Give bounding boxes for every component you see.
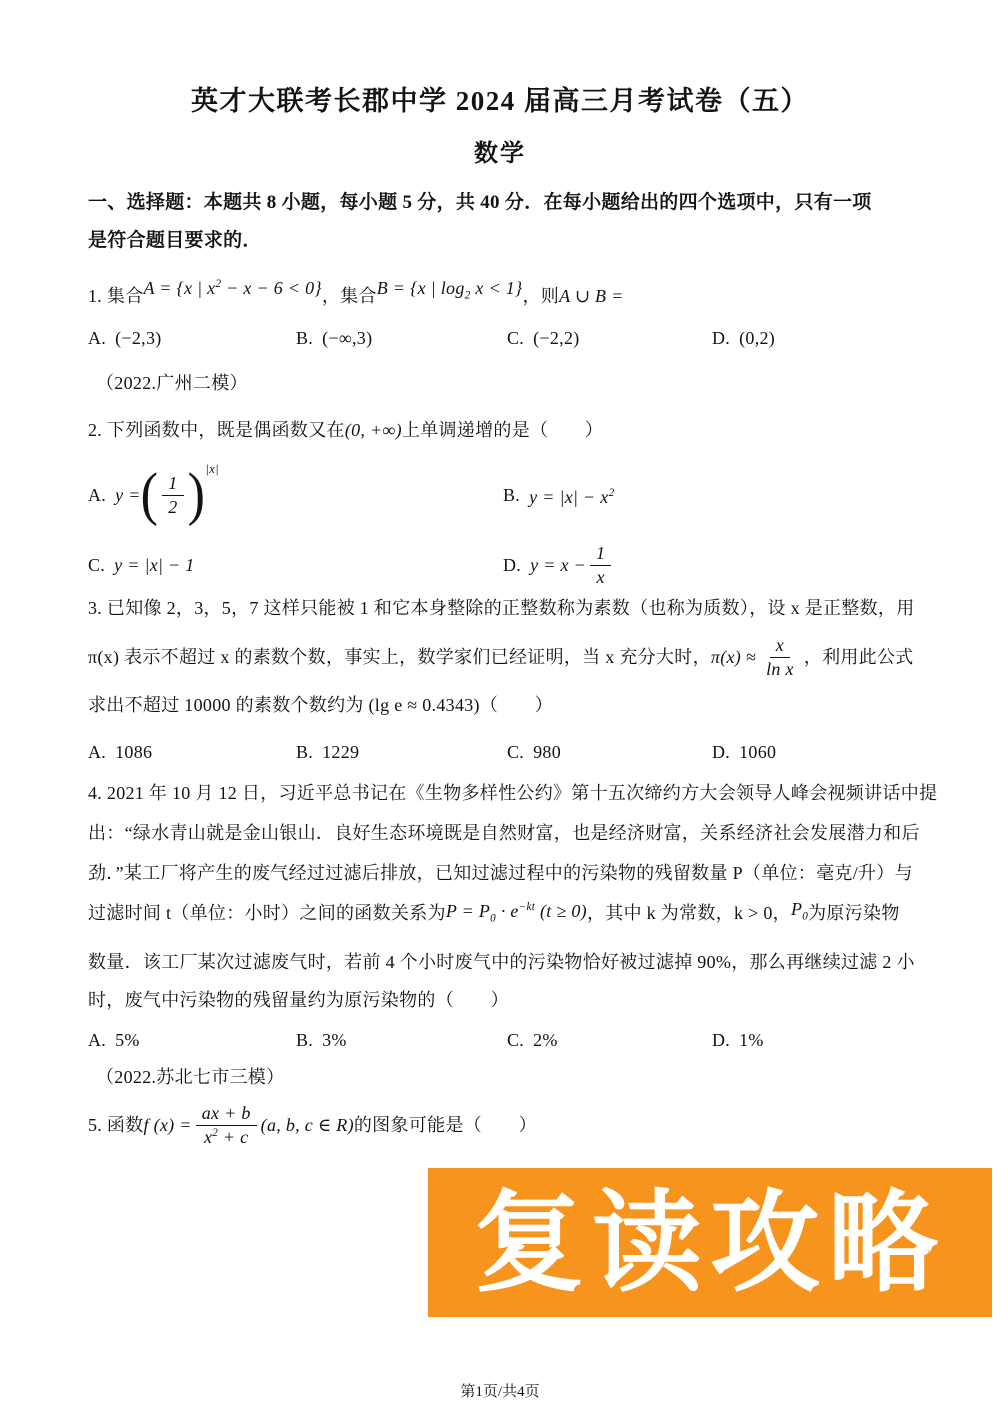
question-4-source: （2022.苏北七市三模） — [96, 1067, 285, 1087]
page-number: 第1页/共4页 — [460, 1384, 540, 1400]
set-a-formula: A = {x | $x^2 - x - 6 < 0$} — [143, 278, 322, 298]
option-c: C. 980 — [507, 742, 562, 762]
section-heading-line1: 一、选择题：本题共 8 小题，每小题 5 分，共 40 分．在每小题给出的四个选项中，只有一项 — [88, 192, 872, 213]
fraction-one-half: $\frac{1}{2}$ — [162, 473, 183, 517]
question-1-source: （2022.广州二模） — [96, 373, 248, 393]
promo-banner — [428, 1168, 992, 1317]
question-5-stem: 5. 函数 f (x) = $\frac{ax + b}{x^2 + c}$ (a, b, c ∈ R) 的图象可能是（ ） — [88, 1102, 537, 1147]
question-1-options — [88, 323, 918, 353]
question-2-stem: 2. 下列函数中，既是偶函数又在 (0, +∞) 上单调递增的是（ ） — [88, 415, 918, 445]
page-title: 英才大联考长郡中学 2024 届高三月考试卷（五） — [191, 86, 809, 116]
question-2-options-row1 — [88, 452, 918, 538]
question-4-line1: 4. 2021 年 10 月 12 日，习近平总书记在《生物多样性公约》第十五次缔约方大会领导人峰会视频讲话中提 — [88, 783, 938, 803]
question-4-line4: 过滤时间 t（单位：小时）之间的函数关系为 $P = P_0 \cdot e^{-kt}$ (t ≥ 0) ，其中 k 为常数，k > 0， $P_0$ 为原污染物 — [88, 893, 918, 933]
pi-approx-formula: π(x) ≈ — [710, 647, 757, 667]
option-a: A. y = ( $\frac{1}{2}$ ) |x| — [88, 461, 220, 528]
fx-formula: f (x) = — [143, 1115, 192, 1135]
option-d: D. y = x − $\frac{1}{x}$ — [503, 543, 918, 587]
option-c: C. y = |x| − 1 — [88, 555, 195, 576]
question-3-line3: 求出不超过 10000 的素数个数约为 (lg e ≈ 0.4343)（ ） — [88, 695, 554, 715]
option-b: B. 1229 — [296, 742, 360, 762]
option-a: A. 1086 — [88, 742, 153, 762]
set-b-formula: B = {x | $\log_2 x < 1$} — [376, 278, 523, 302]
option-a: A. 5% — [88, 1030, 140, 1050]
option-d: D. 1% — [712, 1030, 764, 1050]
question-1-stem: 1. 集合 A = {x | $x^2 - x - 6 < 0$} ，集合 B = {x | $\log_2 x < 1$} ，则 A ∪ B = — [88, 277, 918, 319]
question-3-options — [88, 737, 918, 767]
section-heading-line2: 是符合题目要求的． — [88, 230, 262, 251]
promo-banner-text: 复读攻略 — [474, 1178, 946, 1307]
question-4-line5: 数量．该工厂某次过滤废气时，若前 4 个小时废气中的污染物恰好被过滤掉 90%，那么再继续过滤 2 小 — [88, 952, 915, 972]
option-d: D. (0,2) — [712, 328, 776, 348]
option-b: B. 3% — [296, 1030, 347, 1050]
option-d: D. 1060 — [712, 742, 777, 762]
subject-title: 数学 — [474, 141, 526, 167]
union-formula: A ∪ B = — [559, 286, 624, 306]
question-3-line2: π(x) 表示不超过 x 的素数个数，事实上，数学家们已经证明，当 x 充分大时， π(x) ≈ $\frac{x}{\text{ln x}}$ ，利用此公式 — [88, 634, 914, 679]
option-a: A. (−2,3) — [88, 328, 162, 348]
option-c: C. 2% — [507, 1030, 558, 1050]
option-c: C. (−2,2) — [507, 328, 580, 348]
fraction-rational-function: $\frac{ax + b}{x^2 + c}$ — [196, 1103, 257, 1147]
domain-note: (a, b, c ∈ R) — [260, 1115, 354, 1135]
question-3-line1: 3. 已知像 2，3，5，7 这样只能被 1 和它本身整除的正整数称为素数（也称为质数），设 x 是正整数，用 — [88, 598, 915, 618]
question-4-line3: 劲．”某工厂将产生的废气经过过滤后排放，已知过滤过程中的污染物的残留数量 P（单位：毫克/升）与 — [88, 863, 913, 883]
interval-formula: (0, +∞) — [344, 420, 402, 440]
question-4-line6: 时，废气中污染物的残留量约为原污染物的（ ） — [88, 990, 509, 1010]
decay-formula: $P = P_0 \cdot e^{-kt}$ (t ≥ 0) — [445, 901, 587, 925]
fraction-one-over-x: $\frac{1}{x}$ — [590, 543, 611, 587]
question-4-line2: 出：“绿水青山就是金山银山．良好生态环境既是自然财富，也是经济财富，关系经济社会发展潜力和后 — [88, 823, 920, 843]
option-b: B. (−∞,3) — [296, 328, 373, 348]
option-b: B. $y = |x| - x^2$ — [503, 485, 615, 507]
question-4-options — [88, 1025, 918, 1055]
p0-symbol: $P_0$ — [790, 899, 809, 923]
fraction-x-over-lnx: $\frac{x}{\text{ln x}}$ — [766, 634, 794, 679]
question-2-options-row2 — [88, 543, 918, 587]
